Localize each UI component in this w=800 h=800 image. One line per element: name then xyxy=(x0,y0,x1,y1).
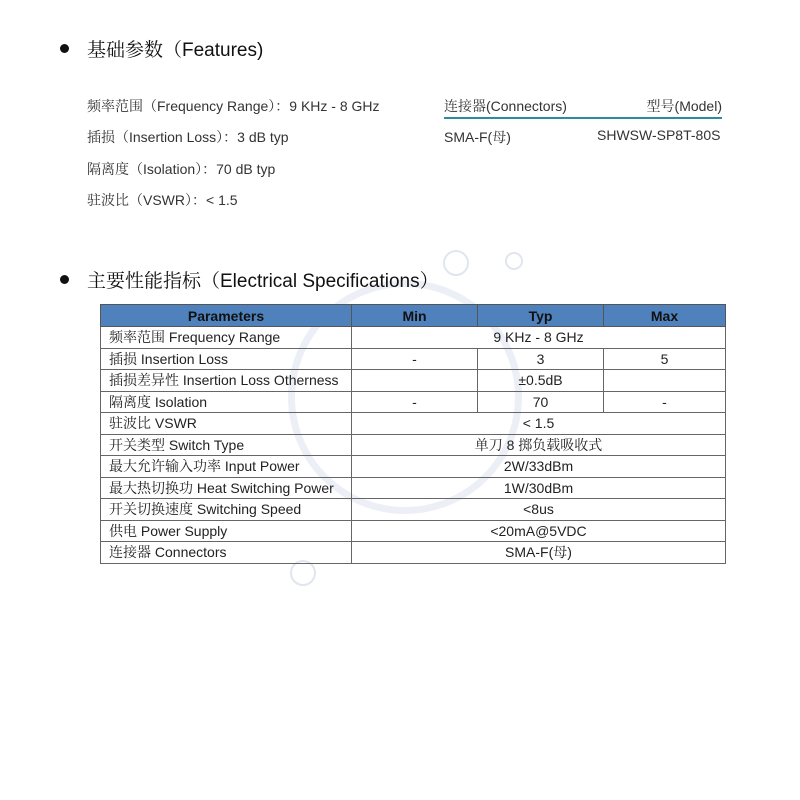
table-row xyxy=(101,327,726,349)
table-row xyxy=(101,370,726,392)
connector-model-header xyxy=(444,96,722,119)
watermark-ring xyxy=(505,252,523,270)
model-value: SHWSW-SP8T-80S xyxy=(597,127,721,143)
max-cell: - xyxy=(604,391,726,413)
col-typ: Typ xyxy=(478,305,604,327)
max-cell: 5 xyxy=(604,348,726,370)
param-cell: 供电 Power Supply xyxy=(101,520,352,542)
value-cell: < 1.5 xyxy=(352,413,726,435)
table-row xyxy=(101,542,726,564)
param-cell: 最大允许输入功率 Input Power xyxy=(101,456,352,478)
param-cell: 开关切换速度 Switching Speed xyxy=(101,499,352,521)
table-row xyxy=(101,348,726,370)
param-cell: 插损 Insertion Loss xyxy=(101,348,352,370)
min-cell: - xyxy=(352,391,478,413)
param-cell: 隔离度 Isolation xyxy=(101,391,352,413)
connectors-label: 连接器(Connectors) xyxy=(444,98,567,114)
min-cell xyxy=(352,370,478,392)
param-cell: 最大热切换功 Heat Switching Power xyxy=(101,477,352,499)
max-cell xyxy=(604,370,726,392)
param-cell: 频率范围 Frequency Range xyxy=(101,327,352,349)
table-row xyxy=(101,391,726,413)
value-cell: <20mA@5VDC xyxy=(352,520,726,542)
table-row xyxy=(101,413,726,435)
feature-item: 隔离度（Isolation）：70 dB typ xyxy=(87,161,276,177)
value-cell: SMA-F(母) xyxy=(352,542,726,564)
param-cell: 连接器 Connectors xyxy=(101,542,352,564)
bullet-icon xyxy=(60,44,69,53)
param-cell: 插损差异性 Insertion Loss Otherness xyxy=(101,370,352,392)
watermark-ring xyxy=(443,250,469,276)
connectors-value: SMA-F(母) xyxy=(444,129,511,145)
features-heading xyxy=(60,35,263,62)
model-label: 型号(Model) xyxy=(646,98,722,114)
feature-item: 频率范围（Frequency Range）：9 KHz - 8 GHz xyxy=(87,98,380,114)
min-cell: - xyxy=(352,348,478,370)
table-row xyxy=(101,434,726,456)
watermark-ring xyxy=(290,560,316,586)
table-row xyxy=(101,520,726,542)
typ-cell: ±0.5dB xyxy=(478,370,604,392)
feature-item: 驻波比（VSWR）：< 1.5 xyxy=(87,192,238,208)
col-min: Min xyxy=(352,305,478,327)
typ-cell: 70 xyxy=(478,391,604,413)
specs-heading-text: 主要性能指标（Electrical Specifications） xyxy=(87,271,439,292)
value-cell: 单刀 8 掷负载吸收式 xyxy=(352,434,726,456)
table-row xyxy=(101,477,726,499)
param-cell: 开关类型 Switch Type xyxy=(101,434,352,456)
specs-table xyxy=(100,304,726,564)
features-heading-text: 基础参数（Features) xyxy=(87,40,264,61)
value-cell: 1W/30dBm xyxy=(352,477,726,499)
param-cell: 驻波比 VSWR xyxy=(101,413,352,435)
value-cell: 9 KHz - 8 GHz xyxy=(352,327,726,349)
col-max: Max xyxy=(604,305,726,327)
value-cell: <8us xyxy=(352,499,726,521)
value-cell: 2W/33dBm xyxy=(352,456,726,478)
table-row xyxy=(101,456,726,478)
table-row xyxy=(101,499,726,521)
specs-heading xyxy=(60,266,439,293)
feature-item: 插损（Insertion Loss）：3 dB typ xyxy=(87,129,289,145)
bullet-icon xyxy=(60,275,69,284)
col-parameters: Parameters xyxy=(101,305,352,327)
typ-cell: 3 xyxy=(478,348,604,370)
